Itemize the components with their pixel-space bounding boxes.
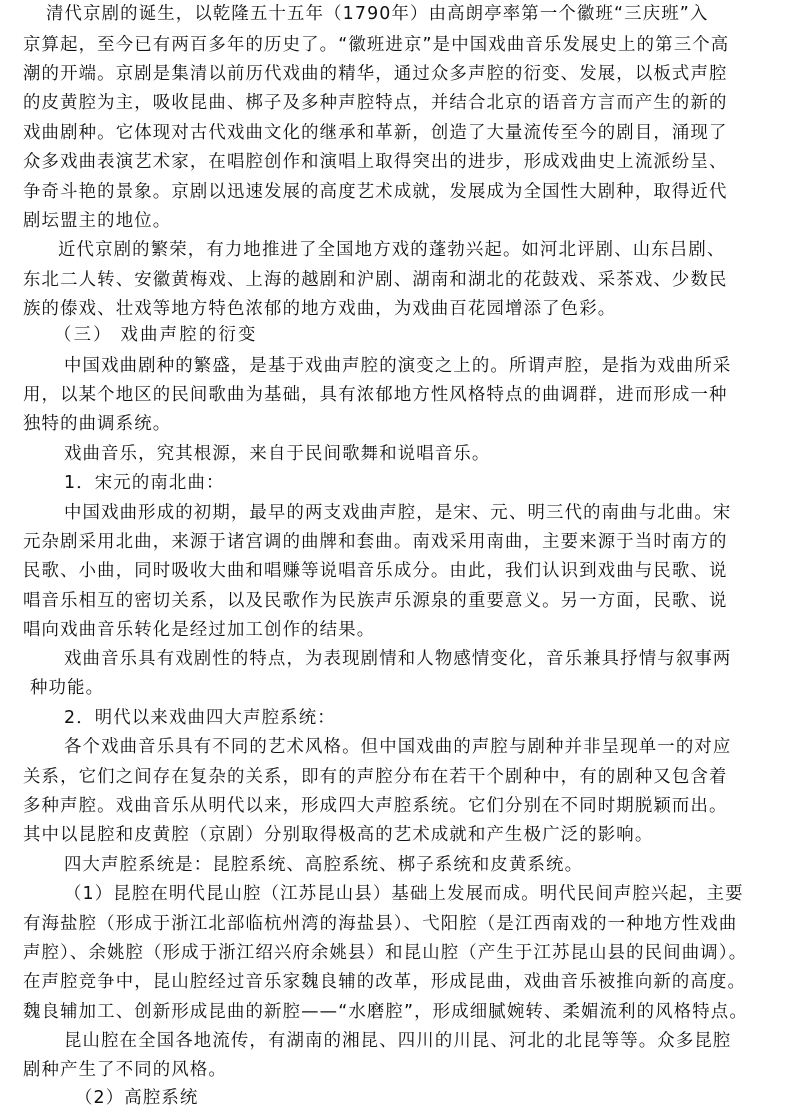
text-line: （1）昆腔在明代昆山腔（江苏昆山县）基础上发展而成。明代民间声腔兴起，主要 (64, 884, 744, 904)
text-line: 争奇斗艳的景象。京剧以迅速发展的高度艺术成就，发展成为全国性大剧种，取得近代 (23, 182, 728, 202)
text-line: 众多戏曲表演艺术家，在唱腔创作和演唱上取得突出的进步，形成戏曲史上流派纷呈、 (23, 152, 728, 172)
text-line: 京算起，至今已有两百多年的历史了。“徽班进京”是中国戏曲音乐发展史上的第三个高 (23, 35, 730, 55)
text-line: 用，以某个地区的民间歌曲为基础，具有浓郁地方性风格特点的曲调群，进而形成一种 (23, 385, 728, 405)
text-line: 剧种产生了不同的风格。 (23, 1060, 227, 1080)
text-line: 在声腔竞争中，昆山腔经过音乐家魏良辅的改革，形成昆曲，戏曲音乐被推向新的高度。 (23, 972, 747, 992)
text-line: 中国戏曲剧种的繁盛，是基于戏曲声腔的演变之上的。所谓声腔，是指为戏曲所采 (64, 356, 732, 376)
subsection-heading: 1．宋元的南北曲： (64, 473, 225, 493)
text-line: 唱音乐相互的密切关系，以及民歌作为民族声乐源泉的重要意义。另一方面，民歌、说 (23, 591, 728, 611)
text-line: 潮的开端。京剧是集清以前历代戏曲的精华，通过众多声腔的衍变、发展，以板式声腔 (23, 64, 728, 84)
text-line: 各个戏曲音乐具有不同的艺术风格。但中国戏曲的声腔与剧种并非呈现单一的对应 (64, 737, 732, 757)
text-line: 独特的曲调系统。 (23, 414, 172, 434)
text-line: 关系，它们之间存在复杂的关系，即有的声腔分布在若干个剧种中，有的剧种又包含着 (23, 767, 728, 787)
text-line: 剧坛盟主的地位。 (23, 211, 172, 231)
subsection-heading: 2．明代以来戏曲四大声腔系统： (64, 708, 336, 728)
text-line: 戏曲音乐具有戏剧性的特点，为表现剧情和人物感情变化，音乐兼具抒情与叙事两 (64, 649, 732, 669)
text-line: 声腔）、余姚腔（形成于浙江绍兴府余姚县）和昆山腔（产生于江苏昆山县的民间曲调）。 (23, 943, 748, 963)
text-line: 清代京剧的诞生，以乾隆五十五年（1790年）由高朗亭率第一个徽班“三庆班”入 (46, 4, 709, 24)
text-line: 元杂剧采用北曲，来源于诸宫调的曲牌和套曲。南戏采用南曲，主要来源于当时南方的 (23, 532, 728, 552)
text-line: 东北二人转、安徽黄梅戏、上海的越剧和沪剧、湖南和湖北的花鼓戏、采茶戏、少数民 (23, 270, 728, 290)
text-line: 昆山腔在全国各地流传，有湖南的湘昆、四川的川昆、河北的北昆等等。众多昆腔 (64, 1031, 732, 1051)
text-line: 其中以昆腔和皮黄腔（京剧）分别取得极高的艺术成就和产生极广泛的影响。 (23, 825, 654, 845)
text-line: 的皮黄腔为主，吸收昆曲、梆子及多种声腔特点，并结合北京的语音方言而产生的新的 (23, 93, 728, 113)
text-line: 近代京剧的繁荣，有力地推进了全国地方戏的蓬勃兴起。如河北评剧、山东吕剧、 (58, 240, 726, 260)
text-line: 族的傣戏、壮戏等地方特色浓郁的地方戏曲，为戏曲百花园增添了色彩。 (23, 299, 617, 319)
text-line: 戏曲音乐，究其根源，来自于民间歌舞和说唱音乐。 (64, 444, 491, 464)
text-line: 四大声腔系统是：昆腔系统、高腔系统、梆子系统和皮黄系统。 (64, 855, 584, 875)
text-line: 多种声腔。戏曲音乐从明代以来，形成四大声腔系统。它们分别在不同时期脱颖而出。 (23, 796, 728, 816)
text-line: 戏曲剧种。它体现对古代戏曲文化的继承和革新，创造了大量流传至今的剧目，涌现了 (23, 123, 728, 143)
section-heading: （三） 戏曲声腔的衍变 (54, 325, 258, 345)
text-line: 种功能。 (30, 678, 105, 698)
text-line: 中国戏曲形成的初期，最早的两支戏曲声腔，是宋、元、明三代的南曲与北曲。宋 (64, 503, 732, 523)
text-line: 唱向戏曲音乐转化是经过加工创作的结果。 (23, 620, 376, 640)
text-line: 民歌、小曲，同时吸收大曲和唱赚等说唱音乐成分。由此，我们认识到戏曲与民歌、说 (23, 561, 728, 581)
text-line: 有海盐腔（形成于浙江北部临杭州湾的海盐县）、弋阳腔（是江西南戏的一种地方性戏曲 (23, 914, 738, 934)
text-line: 魏良辅加工、创新形成昆曲的新腔——“水磨腔”，形成细腻婉转、柔媚流利的风格特点。 (23, 1002, 748, 1022)
subsection-heading: （2）高腔系统 (75, 1088, 199, 1108)
